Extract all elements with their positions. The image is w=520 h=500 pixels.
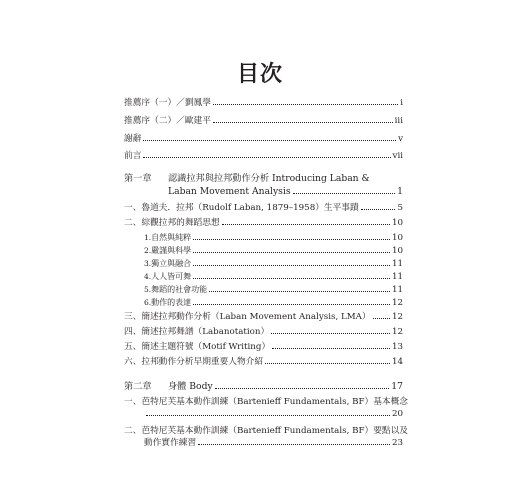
toc-subsection[interactable] bbox=[124, 232, 403, 244]
section-title: 拉邦動作分析早期重要人物介紹 bbox=[141, 357, 263, 367]
leader-dots bbox=[222, 217, 390, 225]
subsection-title: 自然與純粹 bbox=[151, 233, 192, 242]
leader-dots bbox=[361, 202, 396, 210]
chapter-title: 身體 Body bbox=[168, 381, 213, 392]
toc-page-number: 12 bbox=[391, 327, 403, 337]
toc-page-number: 14 bbox=[391, 357, 403, 367]
section-number: 一、 bbox=[124, 203, 142, 213]
section-title: 綜觀拉邦的舞蹈思想 bbox=[141, 218, 220, 228]
toc-page-number: 12 bbox=[391, 312, 403, 322]
leader-dots bbox=[265, 356, 390, 364]
subsection-number: 4. bbox=[144, 272, 152, 281]
toc-section-1-1[interactable] bbox=[124, 202, 403, 214]
leader-dots bbox=[213, 97, 398, 105]
leader-dots bbox=[215, 381, 390, 389]
subsection-title: 舞蹈的社會功能 bbox=[151, 285, 208, 294]
toc-section-2-1-line1[interactable] bbox=[124, 396, 408, 408]
leader-dots bbox=[143, 133, 396, 141]
section-title: 簡述拉邦舞譜（Labanotation） bbox=[141, 327, 270, 337]
toc-section-1-6[interactable] bbox=[124, 356, 403, 368]
leader-dots bbox=[209, 284, 390, 292]
leader-dots bbox=[271, 326, 390, 334]
subsection-title: 人人皆可舞 bbox=[151, 272, 192, 281]
leader-dots bbox=[193, 232, 390, 240]
leader-dots bbox=[198, 437, 390, 445]
toc-page-number: 17 bbox=[391, 381, 403, 392]
toc-page-number: 1 bbox=[397, 186, 403, 197]
section-title: 魯道夫．拉邦（Rudolf Laban, 1879–1958）生平事蹟 bbox=[141, 203, 359, 213]
toc-section-1-2[interactable] bbox=[124, 217, 403, 229]
toc-entry-text: 前言 bbox=[124, 151, 142, 161]
toc-page-number: 10 bbox=[391, 233, 403, 243]
leader-dots bbox=[193, 258, 390, 266]
leader-dots bbox=[272, 341, 390, 349]
leader-dots bbox=[193, 245, 390, 253]
section-number: 三、 bbox=[124, 312, 142, 322]
toc-subsection[interactable] bbox=[124, 245, 403, 257]
toc-page-number: 11 bbox=[391, 259, 403, 269]
toc-entry-text: 推薦序（二）／歐建平 bbox=[124, 116, 211, 126]
toc-entry-text: 推薦序（一）／劉鳳學 bbox=[124, 98, 211, 108]
section-title: 簡述主題符號（Motif Writing） bbox=[141, 342, 271, 352]
subsection-number: 6. bbox=[144, 298, 152, 307]
toc-page-number: 12 bbox=[391, 298, 403, 308]
leader-dots bbox=[193, 271, 390, 279]
toc-page-number: 23 bbox=[391, 438, 403, 448]
subsection-number: 5. bbox=[144, 285, 152, 294]
section-title: 芭特尼芙基本動作訓練（Bartenieff Fundamentals, BF）要點以及 bbox=[141, 426, 408, 436]
subsection-title: 嚴謹與科學 bbox=[151, 246, 192, 255]
toc-entry-acknowledgements[interactable] bbox=[124, 133, 403, 145]
toc-chapter-2[interactable] bbox=[124, 381, 403, 393]
toc-section-1-5[interactable] bbox=[124, 341, 403, 353]
toc-section-2-2-line2[interactable] bbox=[124, 437, 403, 449]
chapter-title-continued: Laban Movement Analysis bbox=[168, 186, 291, 197]
toc-page-number: 10 bbox=[391, 218, 403, 228]
section-number: 五、 bbox=[124, 342, 142, 352]
toc-page-number: vii bbox=[392, 151, 403, 161]
section-number: 二、 bbox=[124, 426, 142, 436]
toc-section-2-2-line1[interactable] bbox=[124, 425, 408, 437]
section-title: 芭特尼芙基本動作訓練（Bartenieff Fundamentals, BF）基本概念 bbox=[141, 397, 408, 407]
subsection-number: 2. bbox=[144, 246, 152, 255]
toc-chapter-1-title-line1[interactable] bbox=[124, 173, 403, 185]
toc-entry-foreword-1[interactable] bbox=[124, 97, 403, 109]
subsection-title: 獨立與融合 bbox=[151, 259, 192, 268]
toc-page-number: v bbox=[398, 134, 403, 144]
toc-page-number: 11 bbox=[391, 272, 403, 282]
toc-entry-preface[interactable] bbox=[124, 150, 403, 162]
leader-dots bbox=[143, 150, 390, 158]
page-title: 目次 bbox=[236, 61, 283, 87]
toc-page-number: 5 bbox=[397, 203, 403, 213]
toc-section-1-3[interactable] bbox=[124, 311, 403, 323]
toc-section-1-4[interactable] bbox=[124, 326, 403, 338]
leader-dots bbox=[373, 311, 390, 319]
toc-entry-foreword-2[interactable] bbox=[124, 115, 403, 127]
section-number: 一、 bbox=[124, 397, 142, 407]
subsection-number: 3. bbox=[144, 259, 152, 268]
toc-subsection[interactable] bbox=[124, 271, 403, 283]
section-title: 簡述拉邦動作分析（Laban Movement Analysis, LMA） bbox=[141, 312, 371, 322]
section-title-continued: 動作實作練習 bbox=[144, 438, 197, 448]
leader-dots bbox=[193, 297, 390, 305]
chapter-number: 第一章 bbox=[124, 173, 152, 184]
toc-subsection[interactable] bbox=[124, 258, 403, 270]
leader-dots bbox=[293, 186, 396, 194]
section-number: 四、 bbox=[124, 327, 142, 337]
subsection-title: 動作的表達 bbox=[151, 298, 192, 307]
toc-chapter-1-title-line2[interactable] bbox=[124, 186, 403, 198]
subsection-number: 1. bbox=[144, 233, 152, 242]
toc-page-number: 20 bbox=[391, 409, 403, 419]
chapter-number: 第二章 bbox=[124, 381, 152, 392]
chapter-title: 認識拉邦與拉邦動作分析 Introducing Laban & bbox=[168, 173, 370, 184]
toc-page-number: 13 bbox=[391, 342, 403, 352]
leader-dots bbox=[146, 408, 390, 416]
toc-subsection[interactable] bbox=[124, 297, 403, 309]
toc-entry-text: 謝辭 bbox=[124, 134, 142, 144]
leader-dots bbox=[213, 115, 393, 123]
toc-subsection[interactable] bbox=[124, 284, 403, 296]
section-number: 二、 bbox=[124, 218, 142, 228]
toc-section-2-1-line2[interactable] bbox=[124, 408, 403, 420]
toc-page-number: iii bbox=[394, 116, 403, 126]
section-number: 六、 bbox=[124, 357, 142, 367]
toc-page-number: 10 bbox=[391, 246, 403, 256]
toc-page-number: i bbox=[400, 98, 403, 108]
toc-page-number: 11 bbox=[391, 285, 403, 295]
